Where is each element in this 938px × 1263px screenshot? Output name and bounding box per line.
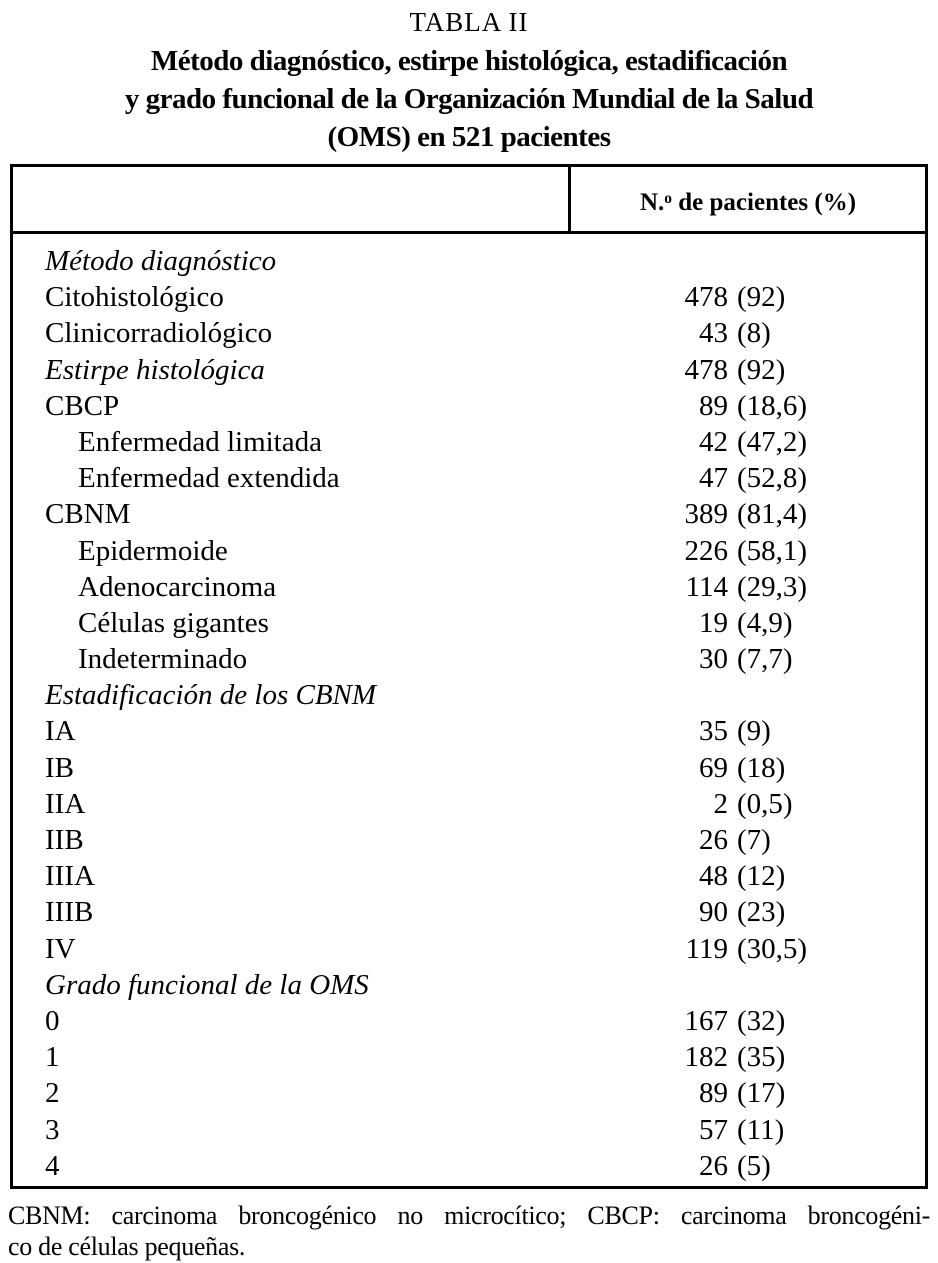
patient-percent: (8): [737, 317, 771, 350]
patient-count: 89: [699, 1077, 728, 1110]
patient-count: 389: [684, 498, 728, 531]
patient-count: 57: [699, 1113, 728, 1146]
patient-count: 47: [699, 462, 728, 495]
patient-count: 19: [699, 606, 728, 639]
table-caption-line-1: Método diagnóstico, estirpe histológica, estadificación: [150, 45, 788, 77]
patient-percent: (30,5): [737, 932, 808, 965]
patient-percent: (12): [737, 860, 786, 893]
patient-percent: (32): [737, 1004, 786, 1037]
patient-count: 119: [685, 932, 728, 965]
table-caption-line-3: (OMS) en 521 pacientes: [327, 121, 611, 153]
patient-percent: (0,5): [737, 787, 793, 820]
table-row: [13, 1112, 925, 1148]
table-footnote: [8, 1200, 930, 1262]
patient-percent: (9): [737, 715, 771, 748]
patient-count: 226: [684, 534, 728, 567]
row-label: 4: [45, 1149, 60, 1182]
table-row: [13, 894, 925, 930]
patient-count: 167: [684, 1004, 728, 1037]
footnote-line-1: CBNM: carcinoma broncogénico no microcítico; CBCP: carcinoma broncogéni-: [8, 1201, 930, 1230]
patient-count: 69: [699, 751, 728, 784]
patient-percent: (81,4): [737, 498, 808, 531]
table-row: [13, 279, 925, 315]
empty-header-cell: [13, 167, 568, 231]
row-label: 1: [45, 1041, 60, 1074]
patient-percent: (18,6): [737, 389, 808, 422]
patient-percent: (47,2): [737, 425, 808, 458]
patient-percent: (29,3): [737, 570, 808, 603]
table-row: [13, 1075, 925, 1111]
patient-count: 42: [699, 425, 728, 458]
row-label: IA: [45, 715, 76, 748]
patient-count: 30: [699, 643, 728, 676]
table-row: [13, 315, 925, 351]
patient-percent: (17): [737, 1077, 786, 1110]
table-row: [13, 605, 925, 641]
patient-percent: (23): [737, 896, 786, 929]
row-label: IIA: [45, 787, 86, 820]
patient-percent: (7): [737, 824, 771, 856]
row-label: IB: [45, 751, 74, 784]
row-label: Estadificación de los CBNM: [45, 679, 377, 712]
patient-count: 478: [684, 353, 728, 386]
patient-count: 26: [699, 1149, 728, 1182]
table-row: [13, 858, 925, 894]
patient-count: 182: [684, 1041, 728, 1074]
patient-count: 89: [699, 389, 728, 422]
patient-percent: (92): [737, 281, 786, 314]
table-row: [13, 713, 925, 749]
row-label: Adenocarcinoma: [78, 570, 277, 603]
row-label: Células gigantes: [78, 606, 269, 639]
patient-percent: (11): [737, 1113, 785, 1146]
patient-count: 43: [699, 317, 728, 350]
table-row: [13, 388, 925, 424]
row-label: CBNM: [45, 498, 131, 531]
table-row: [13, 1148, 925, 1184]
table-row: [13, 1003, 925, 1039]
row-label: Método diagnóstico: [45, 245, 277, 277]
table-row: [13, 533, 925, 569]
table-row: [13, 677, 925, 713]
row-label: Grado funcional de la OMS: [45, 968, 369, 1001]
patient-count: 478: [684, 281, 728, 314]
patient-percent: (18): [737, 751, 786, 784]
row-label: Epidermoide: [78, 534, 228, 567]
table-caption-line-2: y grado funcional de la Organización Mundial de la Salud: [124, 83, 814, 115]
row-label: Estirpe histológica: [45, 353, 265, 386]
patient-count: 90: [699, 896, 728, 929]
patient-count: 2: [713, 787, 728, 820]
patient-count: 35: [699, 715, 728, 748]
patient-count: 114: [685, 570, 728, 603]
table-row: [13, 424, 925, 460]
row-label: IIB: [45, 824, 84, 856]
patient-percent: (7,7): [737, 643, 793, 676]
header-rest: de pacientes (%): [672, 188, 857, 216]
table-row: [13, 931, 925, 967]
table-header-row: [13, 167, 925, 234]
table-body: [13, 234, 925, 1184]
table-number-title: TABLA II: [409, 7, 529, 37]
table-row: [13, 786, 925, 822]
row-label: IIIA: [45, 860, 95, 893]
table-row: [13, 1039, 925, 1075]
footnote-line-2: co de células pequeñas.: [8, 1232, 246, 1261]
patient-percent: (4,9): [737, 606, 793, 639]
row-label: IIIB: [45, 896, 94, 929]
table-row: [13, 569, 925, 605]
patient-percent: (58,1): [737, 534, 808, 567]
header-ordinal: o: [664, 190, 673, 207]
table-row: [13, 496, 925, 532]
patient-percent: (5): [737, 1149, 771, 1182]
row-label: IV: [45, 932, 76, 965]
patients-table: [10, 164, 928, 1189]
row-label: 2: [45, 1077, 60, 1110]
row-label: 3: [45, 1113, 60, 1146]
row-label: CBCP: [45, 389, 120, 422]
patient-count: 26: [699, 824, 728, 856]
row-label: Indeterminado: [78, 643, 248, 676]
patient-percent: (35): [737, 1041, 786, 1074]
row-label: Enfermedad extendida: [78, 462, 340, 495]
patient-count: 48: [699, 860, 728, 893]
table-row: [13, 352, 925, 388]
patient-percent: (52,8): [737, 462, 808, 495]
table-caption: [0, 42, 938, 156]
column-header-patients: [568, 167, 925, 231]
header-prefix: N.: [639, 188, 665, 216]
row-label: 0: [45, 1004, 60, 1037]
row-label: Enfermedad limitada: [78, 425, 322, 458]
table-row: [13, 822, 925, 858]
row-label: Citohistológico: [45, 281, 224, 314]
row-label: Clinicorradiológico: [45, 317, 273, 350]
table-row: [13, 460, 925, 496]
table-row: [13, 750, 925, 786]
table-row: [13, 243, 925, 279]
table-row: [13, 967, 925, 1003]
patient-percent: (92): [737, 353, 786, 386]
table-row: [13, 641, 925, 677]
